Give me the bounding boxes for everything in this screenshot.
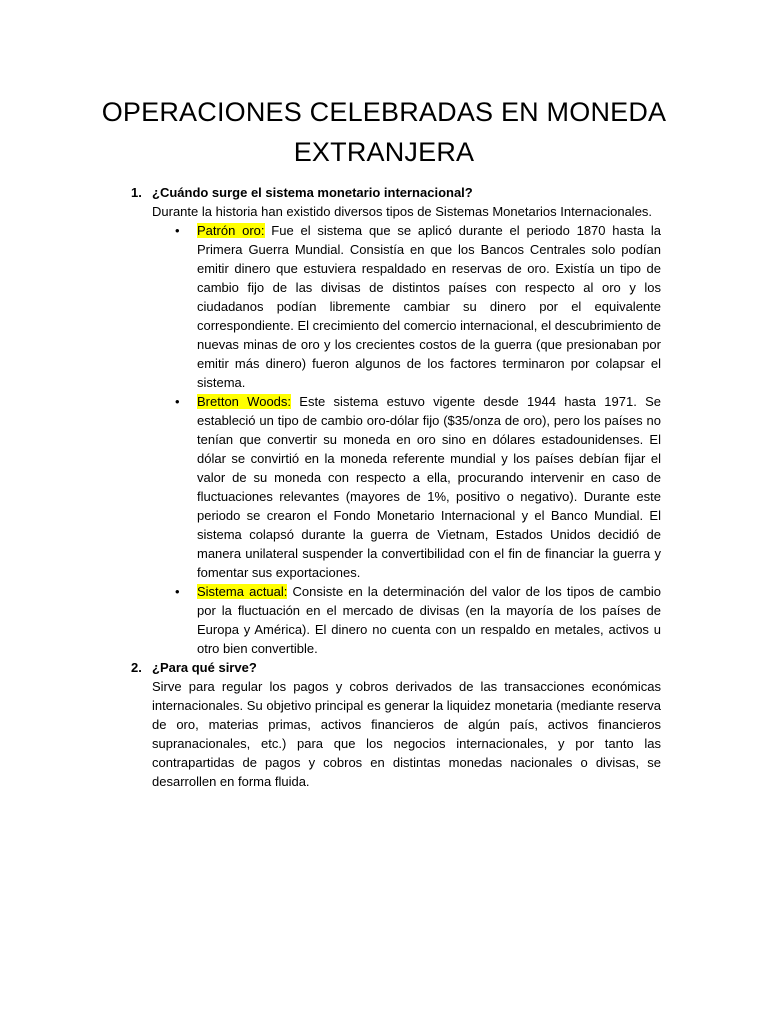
bullet-item-patron-oro [175,221,662,392]
section-question: ¿Para qué sirve? [152,660,257,675]
title-line-1: OPERACIONES CELEBRADAS EN MONEDA [101,97,667,127]
highlighted-term: Patrón oro: [197,223,265,238]
section-1-intro: Durante la historia han existido diversos tipos de Sistemas Monetarios Internacionales. [152,204,653,219]
highlighted-term: Sistema actual: [197,584,288,599]
document-body [131,183,661,791]
bullet-icon: • [175,223,180,238]
section-1-heading [131,183,661,202]
bullet-text: Consiste en la determinación del valor de los tipos de cambio por la fluctuación en el mercado de divisas (en la mayoría de los países de Europa y América). El dinero no cuenta con un respaldo en metales, activos u otro bien convertible. [197,584,661,656]
bullet-text: Fue el sistema que se aplicó durante el periodo 1870 hasta la Primera Guerra Mundial. Consistía en que los Bancos Centrales solo podían emitir dinero que estuviera respaldado en reservas de oro. Existía un tipo de cambio fijo de las divisas de distintos países con respecto al oro y los ciudadanos podían libremente cambiar su dinero por el equivalente correspondiente. El crecimiento del comercio internacional, el descubrimiento de nuevas minas de oro y los crecientes costos de la guerra (que presionaban por emitir más dinero) fueron algunos de los factores terminaron por colapsar el sistema. [197,223,662,390]
section-2-heading [131,658,661,677]
section-number: 1. [131,185,142,200]
bullet-text: Este sistema estuvo vigente desde 1944 hasta 1971. Se estableció un tipo de cambio oro-dólar fijo ($35/onza de oro), pero los países no tenían que convertir su moneda en oro sino en dólares estadounidenses. El dólar se convirtió en la moneda referente mundial y los países debían fijar el valor de su moneda con respecto a ella, procurando intervenir en caso de fluctuaciones relevantes (mayores de 1%, positivo o negativo). Durante este periodo se crearon el Fondo Monetario Internacional y el Banco Mundial. El sistema colapsó durante la guerra de Vietnam, Estados Unidos decidió de manera unilateral suspender la convertibilidad con el fin de financiar la guerra y fomentar sus exportaciones. [197,394,661,580]
bullet-icon: • [175,394,180,409]
document-title [0,92,768,172]
bullet-item-sistema-actual [175,582,661,658]
highlighted-term: Bretton Woods: [197,394,292,409]
section-number: 2. [131,660,142,675]
bullet-icon: • [175,584,180,599]
bullet-item-bretton-woods [175,392,661,582]
title-line-2: EXTRANJERA [293,137,475,167]
section-question: ¿Cuándo surge el sistema monetario internacional? [152,185,473,200]
section-1-bullet-list [175,221,662,658]
section-2-body: Sirve para regular los pagos y cobros derivados de las transacciones económicas internacionales. Su objetivo principal es generar la liquidez monetaria (mediante reserva de oro, materias primas, activos financieros de algún país, activos financieros supranacionales, etc.) para que los negocios internacionales, y por tanto las contrapartidas de pagos y cobros en distintas monedas nacionales o divisas, se desarrollen en forma fluida. [152,679,661,789]
